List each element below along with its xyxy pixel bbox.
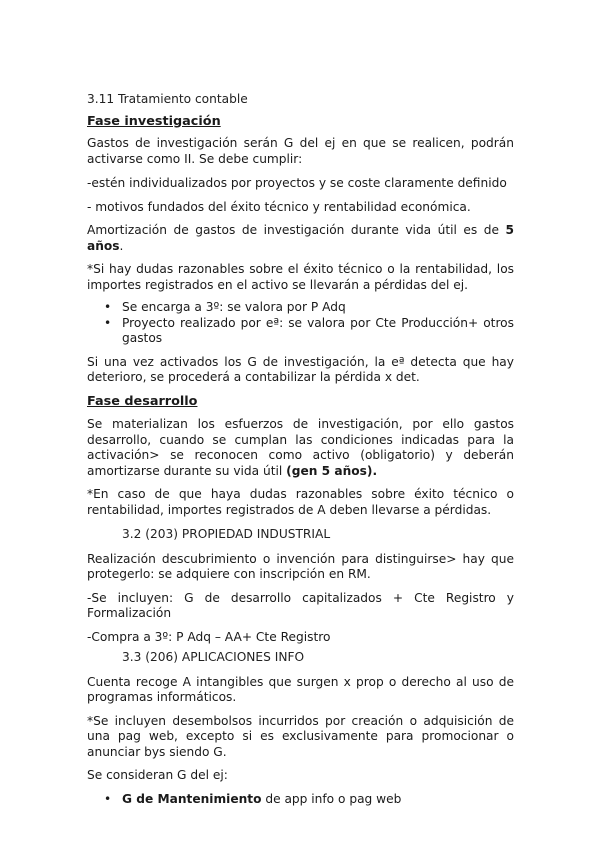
- paragraph: - motivos fundados del éxito técnico y rentabilidad económica.: [87, 199, 471, 214]
- paragraph: Gastos de investigación serán G del ej en que se realicen, podrán activarse como II. Se debe cumplir:: [87, 136, 514, 166]
- paragraph: Realización descubrimiento o invención para distinguirse> hay que protegerlo: se adquiere con inscripción en RM.: [87, 551, 514, 581]
- paragraph: *En caso de que haya dudas razonables sobre éxito técnico o rentabilidad, importes registrados de A deben llevarse a pérdidas.: [87, 487, 514, 517]
- list-item-text: Se encarga a 3º: se valora por P Adq: [122, 300, 346, 314]
- bullet-icon: •: [104, 791, 112, 806]
- list-item-text: de app info o pag web: [261, 791, 402, 806]
- bullet-list: [87, 792, 514, 808]
- bullet-icon: •: [104, 315, 112, 330]
- text: Amortización de gastos de investigación durante vida útil es de: [87, 223, 506, 237]
- paragraph-amortizacion: [87, 223, 514, 254]
- subsection-title: 3.2 (203) PROPIEDAD INDUSTRIAL: [122, 527, 331, 541]
- list-item: [87, 792, 514, 808]
- paragraph: *Se incluyen desembolsos incurridos por creación o adquisición de una pag web, excepto si es exclusivamente para promocionar o anunciar bys siendo G.: [87, 713, 514, 759]
- heading-fase-desarrollo: Fase desarrollo: [87, 393, 198, 409]
- list-item: [87, 316, 514, 347]
- paragraph: Cuenta recoge A intangibles que surgen x prop o derecho al uso de programas informáticos.: [87, 674, 514, 704]
- paragraph: -estén individualizados por proyectos y se coste claramente definido: [87, 176, 507, 190]
- paragraph: -Se incluyen: G de desarrollo capitalizados + Cte Registro y Formalización: [87, 590, 514, 620]
- paragraph: Se consideran G del ej:: [87, 768, 228, 782]
- paragraph: [87, 417, 514, 479]
- heading-fase-investigacion: Fase investigación: [87, 113, 221, 129]
- section-title: 3.11 Tratamiento contable: [87, 92, 248, 106]
- emphasis: G de Mantenimiento: [122, 791, 262, 806]
- emphasis: (gen 5 años).: [286, 463, 378, 478]
- list-item-text: Proyecto realizado por eª: se valora por Cte Producción+ otros gastos: [122, 315, 514, 345]
- emphasis: 5 años: [87, 223, 514, 253]
- paragraph: *Si hay dudas razonables sobre el éxito técnico o la rentabilidad, los importes registrados en el activo se llevarán a pérdidas del ej.: [87, 262, 514, 292]
- bullet-list: [87, 300, 514, 347]
- list-item: [87, 300, 514, 316]
- paragraph: -Compra a 3º: P Adq – AA+ Cte Registro: [87, 629, 331, 644]
- subsection-title: 3.3 (206) APLICACIONES INFO: [122, 650, 305, 664]
- paragraph: Si una vez activados los G de investigación, la eª detecta que hay deterioro, se procederá a contabilizar la pérdida x det.: [87, 354, 514, 384]
- bullet-icon: •: [104, 300, 112, 314]
- document-body: [87, 92, 514, 807]
- text: .: [119, 238, 124, 253]
- text: Se materializan los esfuerzos de investigación, por ello gastos desarrollo, cuando se cumplan las condiciones indicadas para la activación> se reconocen como activo (obligatorio) y deberán amortizarse durante su vida útil: [87, 417, 514, 478]
